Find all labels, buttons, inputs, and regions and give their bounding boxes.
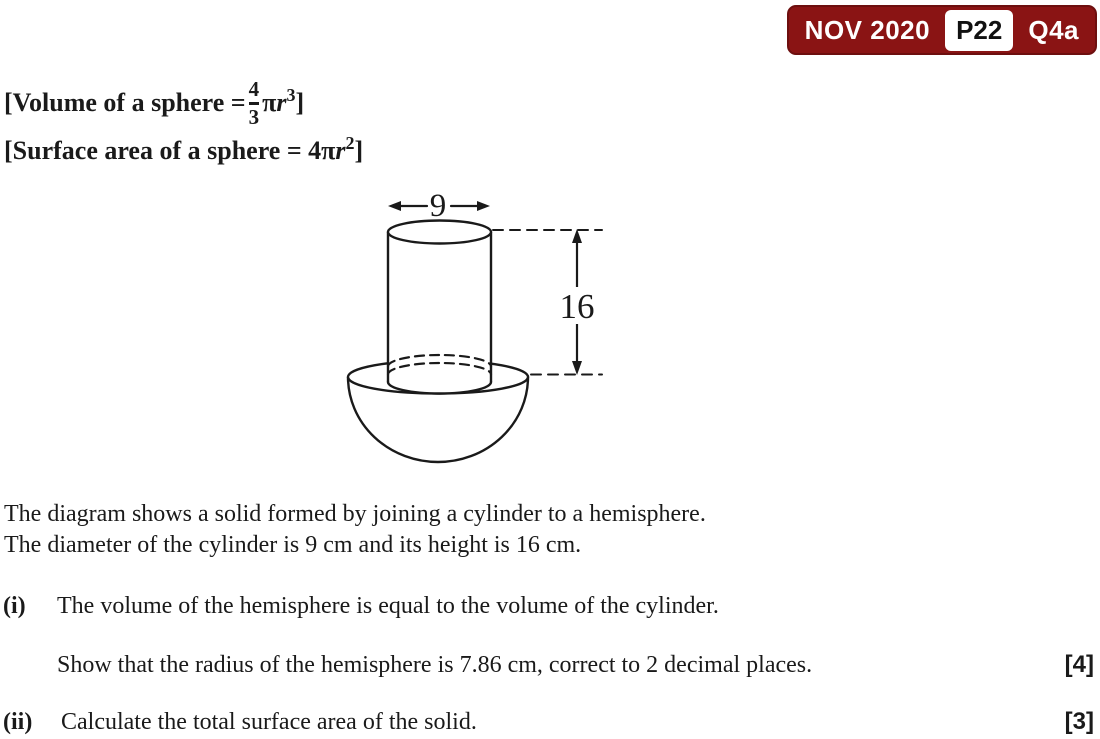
description-line-2: The diameter of the cylinder is 9 cm and its height is 16 cm. [4,532,582,558]
formula-surface-variable: r [335,136,346,165]
question-i-subtext: Show that the radius of the hemisphere is 7.86 cm, correct to 2 decimal places. [57,652,813,678]
question-ii-text: Calculate the total surface area of the solid. [61,709,477,735]
formula-volume-pi: π [262,88,277,117]
question-ii-label: (ii) [3,709,33,735]
question-tag-badge [787,5,1097,55]
formula-volume-prefix: [Volume of a sphere = [4,88,246,117]
fraction-numerator: 4 [248,77,260,102]
badge-session-label: NOV 2020 [804,14,931,45]
diameter-arrowhead-right [477,201,490,211]
description-line-1: The diagram shows a solid formed by joining a cylinder to a hemisphere. [4,501,706,527]
question-ii-marks: [3] [1064,708,1094,735]
formula-surface-pi: π [321,136,336,165]
question-i-marks: [4] [1064,651,1094,678]
formula-sphere-volume: [Volume of a sphere = $\frac{4}{3}$ π r $^3$ ] [4,77,305,129]
height-label: 16 [559,287,595,326]
formula-volume-close: ] [295,88,305,117]
badge-paper-label: P22 [945,10,1013,51]
question-i-label: (i) [3,593,26,619]
solid-diagram [330,185,630,475]
formula-volume-variable: r [276,88,287,117]
height-arrowhead-down [572,361,582,375]
formula-sphere-surface-area: [Surface area of a sphere = 4 π r $^2$ ] [4,132,364,165]
cylinder-body [388,232,491,394]
formula-surface-prefix: [Surface area of a sphere = 4 [4,136,322,165]
fraction-denominator: 3 [248,104,260,129]
height-arrowhead-up [572,229,582,243]
description-paragraph [4,499,706,561]
badge-question-label: Q4a [1028,14,1079,45]
diameter-arrowhead-left [388,201,401,211]
diameter-label: 9 [429,188,447,224]
formula-surface-close: ] [354,136,364,165]
fraction-four-thirds [249,78,260,127]
question-i-text: The volume of the hemisphere is equal to the volume of the cylinder. [57,593,719,619]
cylinder-hemisphere-figure [330,185,630,475]
